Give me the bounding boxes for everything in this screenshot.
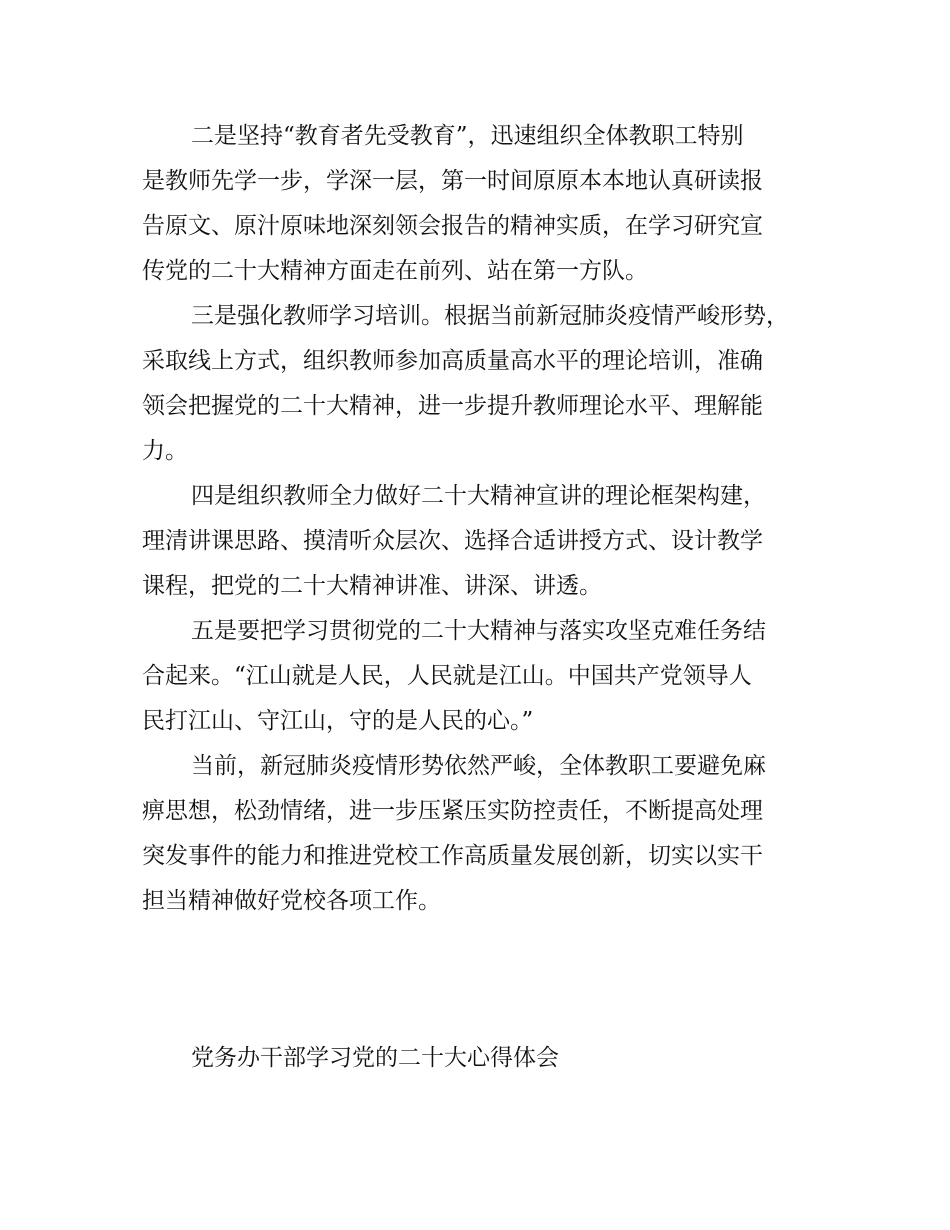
text-line: 突发事件的能力和推进党校工作高质量发展创新，切实以实干: [142, 843, 763, 869]
paragraph-3-line-3: [0, 389, 950, 423]
paragraph-6-line-4: [0, 884, 950, 918]
text-line: 课程，把党的二十大精神讲准、讲深、讲透。: [142, 573, 602, 599]
text-line: 采取线上方式，组织教师参加高质量高水平的理论培训，准确: [142, 348, 763, 374]
paragraph-5-line-2: [0, 659, 950, 693]
paragraph-6-line-1: [0, 749, 950, 783]
paragraph-5-line-3: [0, 704, 950, 738]
text-line: 合起来。“江山就是人民，人民就是江山。中国共产党领导人: [142, 663, 752, 689]
text-line: 四是组织教师全力做好二十大精神宣讲的理论框架构建，: [191, 483, 766, 509]
paragraph-6-line-3: [0, 839, 950, 873]
paragraph-6-line-2: [0, 794, 950, 828]
text-line: 担当精神做好党校各项工作。: [142, 888, 441, 914]
text-line: 痹思想，松劲情绪，进一步压紧压实防控责任，不断提高处理: [142, 798, 763, 824]
paragraph-5-line-1: [0, 614, 950, 648]
text-line: 领会把握党的二十大精神，进一步提升教师理论水平、理解能: [142, 393, 763, 419]
paragraph-4-line-1: [0, 479, 950, 513]
text-line: 理清讲课思路、摸清听众层次、选择合适讲授方式、设计教学: [142, 528, 763, 554]
paragraph-2-line-2: [0, 164, 950, 198]
paragraph-2-line-3: [0, 209, 950, 243]
paragraph-4-line-2: [0, 524, 950, 558]
text-line: 是教师先学一步，学深一层，第一时间原原本本地认真研读报: [142, 168, 763, 194]
text-line: 民打江山、守江山，守的是人民的心。”: [142, 708, 534, 734]
paragraph-3-line-4: [0, 434, 950, 468]
text-line: 力。: [142, 438, 188, 464]
text-line: 传党的二十大精神方面走在前列、站在第一方队。: [142, 258, 648, 284]
text-line: 当前，新冠肺炎疫情形势依然严峻，全体教职工要避免麻: [191, 753, 766, 779]
text-line: 五是要把学习贯彻党的二十大精神与落实攻坚克难任务结: [191, 618, 766, 644]
text-line: 二是坚持“教育者先受教育”，迅速组织全体教职工特别: [191, 123, 744, 149]
paragraph-4-line-3: [0, 569, 950, 603]
paragraph-3-line-1: [0, 299, 950, 333]
text-line: 三是强化教师学习培训。根据当前新冠肺炎疫情严峻形势，: [191, 303, 789, 329]
paragraph-2-line-1: [0, 119, 950, 153]
section-title-text: 党务办干部学习党的二十大心得体会: [191, 1045, 559, 1071]
next-section-title: [0, 1041, 950, 1075]
paragraph-2-line-4: [0, 254, 950, 288]
text-line: 告原文、原汁原味地深刻领会报告的精神实质，在学习研究宣: [142, 213, 763, 239]
paragraph-3-line-2: [0, 344, 950, 378]
